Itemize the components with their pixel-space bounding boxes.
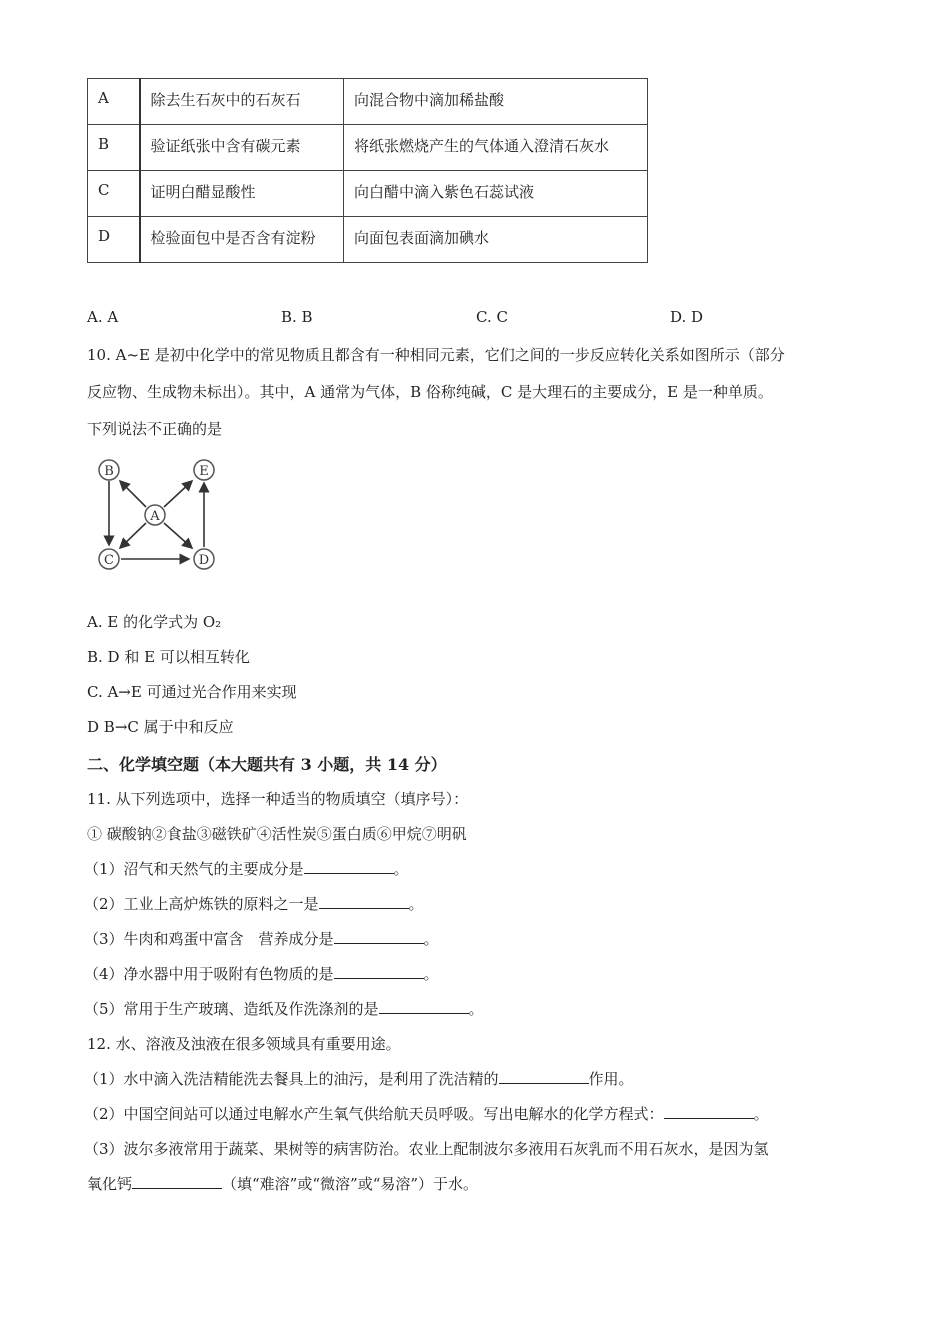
cell: 证明白醋显酸性 [140, 171, 344, 217]
text: 氧化钙 [87, 1175, 133, 1193]
text: 。 [393, 860, 409, 878]
text: （1）沼气和天然气的主要成分是 [84, 860, 304, 878]
node-d: D [198, 553, 210, 568]
q11-item-3 [84, 928, 439, 949]
cell: 验证纸张中含有碳元素 [140, 125, 344, 171]
text: （填“难溶”或“微溶”或“易溶”）于水。 [222, 1175, 479, 1193]
cell: 检验面包中是否含有淀粉 [140, 217, 344, 263]
node-c: C [104, 553, 114, 568]
table-row [88, 217, 648, 263]
text: 。 [408, 895, 424, 913]
text: （2）工业上高炉炼铁的原料之一是 [84, 895, 319, 913]
text: 。 [423, 930, 439, 948]
q12-part-1 [84, 1068, 634, 1089]
answer-blank[interactable] [304, 859, 394, 874]
cell: A [88, 79, 140, 125]
q9-option-a: A. A [87, 308, 119, 326]
cell: 除去生石灰中的石灰石 [140, 79, 344, 125]
cell: 向混合物中滴加稀盐酸 [344, 79, 648, 125]
answer-blank[interactable] [132, 1174, 222, 1189]
cell: 向面包表面滴加碘水 [344, 217, 648, 263]
conversion-diagram [90, 455, 225, 575]
answer-blank[interactable] [334, 929, 424, 944]
q9-option-c: C. C [476, 308, 508, 326]
node-a: A [150, 509, 160, 524]
q12-part-3-cont [87, 1173, 478, 1194]
node-b: B [104, 464, 114, 479]
answer-blank[interactable] [379, 999, 469, 1014]
q10-stem-3: 下列说法不正确的是 [87, 420, 223, 438]
cell: 将纸张燃烧产生的气体通入澄清石灰水 [344, 125, 648, 171]
text: （5）常用于生产玻璃、造纸及作洗涤剂的是 [84, 1000, 379, 1018]
q12-part-2 [84, 1103, 769, 1124]
answer-blank[interactable] [664, 1104, 754, 1119]
table-row [88, 171, 648, 217]
table-row [88, 125, 648, 171]
q12-part-3: （3）波尔多液常用于蔬菜、果树等的病害防治。农业上配制波尔多液用石灰乳而不用石灰水，是因为氢 [84, 1140, 769, 1158]
q10-stem-2: 反应物、生成物未标出）。其中，A 通常为气体，B 俗称纯碱，C 是大理石的主要成分，E 是一种单质。 [87, 383, 773, 401]
arrow-a-c [120, 523, 146, 548]
cell: D [88, 217, 140, 263]
text: 。 [468, 1000, 484, 1018]
q11-choices: ① 碳酸钠②食盐③磁铁矿④活性炭⑤蛋白质⑥甲烷⑦明矾 [87, 825, 467, 843]
text: 。 [753, 1105, 769, 1123]
node-e: E [199, 464, 209, 479]
text: 作用。 [588, 1070, 634, 1088]
text: 。 [423, 965, 439, 983]
answer-blank[interactable] [334, 964, 424, 979]
answer-blank[interactable] [499, 1069, 589, 1084]
q12-stem: 12. 水、溶液及浊液在很多领域具有重要用途。 [87, 1035, 401, 1053]
text: （2）中国空间站可以通过电解水产生氧气供给航天员呼吸。写出电解水的化学方程式： [84, 1105, 664, 1123]
arrow-a-b [120, 481, 146, 507]
q11-item-4 [84, 963, 439, 984]
text: （1）水中滴入洗洁精能洗去餐具上的油污，是利用了洗洁精的 [84, 1070, 499, 1088]
section-heading: 二、化学填空题（本大题共有 3 小题，共 14 分） [87, 755, 447, 774]
q10-option-d: D B→C 属于中和反应 [87, 718, 234, 736]
q11-item-2 [84, 893, 424, 914]
q10-option-c: C. A→E 可通过光合作用来实现 [87, 683, 297, 701]
arrow-a-d [164, 523, 192, 548]
text: （3）牛肉和鸡蛋中富含 营养成分是 [84, 930, 334, 948]
q11-stem: 11. 从下列选项中，选择一种适当的物质填空（填序号）： [87, 790, 469, 808]
cell: C [88, 171, 140, 217]
text: （4）净水器中用于吸附有色物质的是 [84, 965, 334, 983]
q10-option-a: A. E 的化学式为 O₂ [87, 613, 222, 631]
q11-item-1 [84, 858, 409, 879]
table-row [88, 79, 648, 125]
answer-blank[interactable] [319, 894, 409, 909]
arrow-a-e [164, 481, 192, 507]
cell: B [88, 125, 140, 171]
q10-option-b: B. D 和 E 可以相互转化 [87, 648, 250, 666]
experiment-table [87, 78, 648, 263]
cell: 向白醋中滴入紫色石蕊试液 [344, 171, 648, 217]
q9-option-d: D. D [670, 308, 704, 326]
q10-stem-1: 10. A~E 是初中化学中的常见物质且都含有一种相同元素，它们之间的一步反应转化关系如图所示（部分 [87, 346, 785, 364]
q9-option-b: B. B [281, 308, 313, 326]
q11-item-5 [84, 998, 484, 1019]
